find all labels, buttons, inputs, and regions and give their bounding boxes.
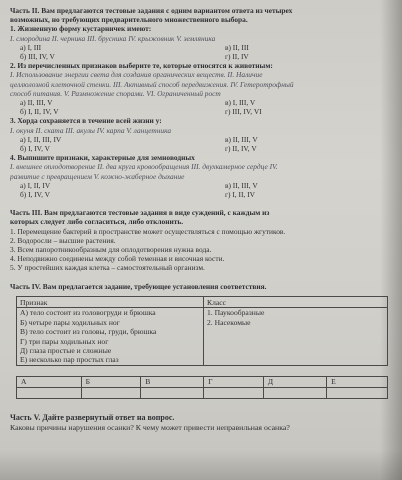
answer-cell[interactable]: [204, 387, 264, 398]
matching-table: [16, 296, 388, 366]
answer-letter-g: Г: [204, 376, 264, 387]
option: в) II, III: [225, 42, 249, 52]
option: б) I, IV, V: [20, 190, 50, 200]
statement-2: 2. Водоросли – высшие растения.: [10, 235, 116, 245]
feature-e: Е) несколько пар простых глаз: [20, 355, 119, 365]
question-4-options-row1: [10, 181, 394, 190]
feature-g: Г) три пары ходильных ног: [20, 336, 109, 346]
page-shadow-bottom: [0, 450, 402, 480]
feature-a: А) тело состоит из головогруди и брюшка: [20, 308, 156, 318]
feature-v: В) тело состоит из головы, груди, брюшка: [20, 327, 157, 337]
question-1-options-row1: [10, 43, 394, 52]
question-3: 3. Хорда сохраняется в течение всей жизни у:: [10, 116, 162, 126]
statement-3: 3. Всем папоротникообразным для оплодотворения нужна вода.: [10, 245, 212, 255]
question-2: 2. Из перечисленных признаков выберите те, которые относятся к животным:: [10, 61, 273, 71]
part3-title-line2: которых следует либо согласиться, либо отклонить.: [10, 217, 184, 227]
part5-title: Часть V. Дайте развернутый ответ на вопрос.: [10, 412, 175, 422]
class-2: 2. Насекомые: [207, 317, 251, 327]
answer-letter-v: В: [141, 376, 204, 387]
class-1: 1. Паукообразные: [207, 308, 265, 318]
question-4-choices-line1: I. внешнее оплодотворение II. два круга кровообращения III. двухкамерное сердце IV.: [10, 162, 278, 172]
option: г) III, IV, VI: [225, 107, 262, 117]
option: б) I, II, IV, V: [20, 107, 59, 117]
part3-title-line1: Часть III. Вам предлагаются тестовые задания в виде суждений, с каждым из: [10, 208, 270, 218]
question-4-options-row2: [10, 190, 394, 199]
answer-letter-d: Д: [263, 376, 326, 387]
question-2-options-row1: [10, 98, 394, 107]
question-4: 4. Выпишите признаки, характерные для земноводных: [10, 153, 195, 163]
question-3-choices: I. окуня II. ската III. акулы IV. карпа V. ланцетника: [10, 125, 172, 135]
question-2-choices-line2: целлюлозной клеточной стенки. III. Активный способ передвижения. IV. Гетеротрофный: [10, 79, 294, 89]
answer-cell[interactable]: [327, 387, 388, 398]
question-3-options-row2: [10, 144, 394, 153]
answer-grid: [16, 376, 388, 399]
option: в) I, III, V: [225, 98, 256, 108]
option: г) II, IV: [225, 52, 249, 62]
option: а) I, II, IV: [20, 180, 51, 190]
answer-letter-a: А: [17, 376, 82, 387]
page-content: [10, 6, 394, 433]
answer-cell[interactable]: [141, 387, 204, 398]
answer-letter-e: Е: [327, 376, 388, 387]
feature-b: Б) четыре пары ходильных ног: [20, 317, 120, 327]
part5-question: Каковы причины нарушения осанки? К чему может привести неправильная осанка?: [10, 422, 290, 432]
header-feature: Признак: [17, 296, 204, 307]
features-cell: [17, 308, 204, 365]
feature-d: Д) глаза простые и сложные: [20, 345, 112, 355]
answer-cell[interactable]: [263, 387, 326, 398]
answer-cell[interactable]: [81, 387, 141, 398]
question-1: 1. Жизненную форму кустарничек имеют:: [10, 24, 152, 34]
part2-title-line1: Часть II. Вам предлагаются тестовые задания с одним вариантом ответа из четырех: [10, 6, 293, 15]
question-3-options-row1: [10, 135, 394, 144]
statement-1: 1. Перемещение бактерий в пространстве может осуществляться с помощью жгутиков.: [10, 226, 286, 236]
part4-title: Часть IV. Вам предлагается задание, требующее установления соответствия.: [10, 281, 267, 291]
option: а) I, III: [20, 42, 42, 52]
answer-letter-b: Б: [81, 376, 141, 387]
question-2-choices-line3: способ питания. V. Размножение спорами. VI. Ограниченный рост: [10, 88, 221, 98]
option: а) I, II, III, IV: [20, 134, 62, 144]
option: а) II, III, V: [20, 98, 53, 108]
question-4-choices-line2: развитие с превращением V. кожно-жаберное дыхание: [10, 171, 185, 181]
option: г) I, II, IV: [225, 190, 255, 200]
question-2-choices-line1: I. Использование энергии света для создания органических веществ. II. Наличие: [10, 70, 263, 80]
answer-cell[interactable]: [17, 387, 82, 398]
option: б) I, IV, V: [20, 144, 50, 154]
statement-4: 4. Неподвижно соединены между собой теменная и височная кости.: [10, 254, 225, 264]
option: в) II, III, V: [225, 134, 258, 144]
classes-cell: [204, 308, 388, 365]
part2-title-line2: возможных, но требующих предварительного множественного выбора.: [10, 15, 248, 25]
question-1-choices: I. смородина II. черника III. брусника IV. крыжовник V. земляника: [10, 33, 216, 43]
option: б) III, IV, V: [20, 52, 55, 62]
question-2-options-row2: [10, 107, 394, 116]
option: г) II, IV, V: [225, 144, 257, 154]
question-1-options-row2: [10, 52, 394, 61]
statement-5: 5. У простейших каждая клетка – самостоятельный организм.: [10, 263, 205, 273]
header-class: Класс: [204, 296, 388, 307]
option: в) II, III, V: [225, 180, 258, 190]
